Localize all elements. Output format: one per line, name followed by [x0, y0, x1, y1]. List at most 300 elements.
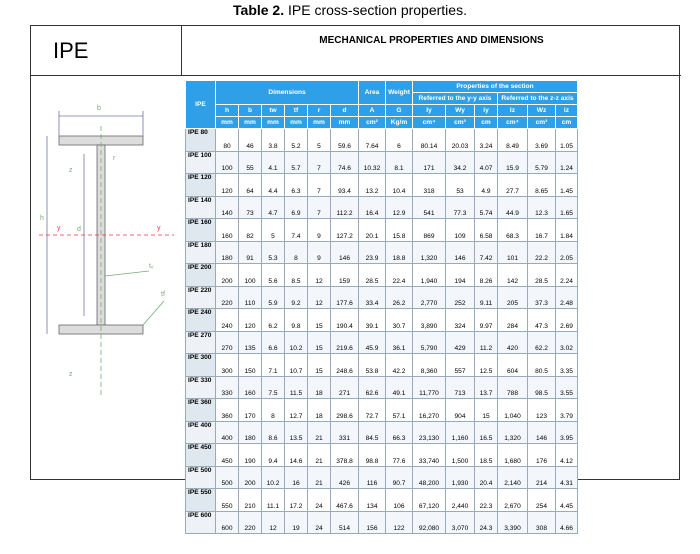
table-row — [186, 264, 578, 287]
table-cell: 1,930 — [446, 466, 475, 489]
table-cell: 6.58 — [475, 219, 498, 242]
table-row — [186, 151, 578, 174]
table-cell: 12.9 — [386, 196, 413, 219]
table-cell: 20.1 — [359, 219, 386, 242]
table-cell: 57.1 — [386, 399, 413, 422]
table-cell: 9 — [308, 219, 331, 242]
table-cell: 4.66 — [556, 511, 578, 534]
table-cell: 4.31 — [556, 466, 578, 489]
table-cell: 788 — [498, 376, 528, 399]
row-section-name: IPE 120 — [186, 174, 216, 197]
symbol-header: tw — [262, 105, 285, 117]
table-cell: 14.6 — [285, 444, 308, 467]
table-cell: 600 — [216, 511, 239, 534]
table-row — [186, 489, 578, 512]
table-cell: 3.95 — [556, 421, 578, 444]
table-cell: 1.65 — [556, 196, 578, 219]
table-row — [186, 241, 578, 264]
table-cell: 93.4 — [331, 174, 359, 197]
table-cell: 324 — [446, 309, 475, 332]
table-row — [186, 286, 578, 309]
table-cell: 24 — [308, 489, 331, 512]
symbol-header: A — [359, 105, 386, 117]
table-cell: 500 — [216, 466, 239, 489]
table-cell: 8 — [285, 241, 308, 264]
row-section-name: IPE 270 — [186, 331, 216, 354]
symbol-header: Iz — [498, 105, 528, 117]
table-cell: 6.9 — [285, 196, 308, 219]
table-cell: 4.9 — [475, 174, 498, 197]
table-cell: 67,120 — [413, 489, 446, 512]
table-cell: 284 — [498, 309, 528, 332]
table-cell: 171 — [413, 151, 446, 174]
table-cell: 557 — [446, 354, 475, 377]
table-cell: 9.8 — [285, 309, 308, 332]
table-cell: 2.48 — [556, 286, 578, 309]
table-cell: 122 — [386, 511, 413, 534]
table-cell: 66.3 — [386, 421, 413, 444]
row-section-name: IPE 240 — [186, 309, 216, 332]
table-cell: 123 — [528, 399, 556, 422]
diagram-label-h: h — [40, 215, 44, 222]
table-cell: 18.8 — [386, 241, 413, 264]
unit-header: cm⁴ — [498, 117, 528, 129]
table-cell: 4.45 — [556, 489, 578, 512]
table-cell: 8.1 — [386, 151, 413, 174]
table-cell: 112.2 — [331, 196, 359, 219]
table-cell: 12 — [262, 511, 285, 534]
symbol-header: Wy — [446, 105, 475, 117]
symbol-header: r — [308, 105, 331, 117]
table-cell: 5.74 — [475, 196, 498, 219]
table-cell: 37.3 — [528, 286, 556, 309]
table-caption — [0, 2, 700, 18]
table-cell: 5.7 — [285, 151, 308, 174]
table-cell: 8.5 — [285, 264, 308, 287]
table-cell: 91 — [239, 241, 262, 264]
diagram-label-tf: tf — [161, 291, 165, 298]
diagram-label-b: b — [97, 105, 101, 112]
table-cell: 308 — [528, 511, 556, 534]
row-section-name: IPE 330 — [186, 376, 216, 399]
table-cell: 6 — [386, 129, 413, 152]
table-cell: 713 — [446, 376, 475, 399]
table-cell: 150 — [239, 354, 262, 377]
symbol-header: Iy — [413, 105, 446, 117]
table-cell: 28.5 — [528, 264, 556, 287]
unit-header: cm⁴ — [413, 117, 446, 129]
table-cell: 42.2 — [386, 354, 413, 377]
table-cell: 6.2 — [262, 309, 285, 332]
table-cell: 90.7 — [386, 466, 413, 489]
table-row — [186, 421, 578, 444]
table-cell: 15 — [308, 309, 331, 332]
table-cell: 10.2 — [285, 331, 308, 354]
symbol-header: d — [331, 105, 359, 117]
ipe-big-label: IPE — [31, 26, 181, 76]
table-cell: 22.4 — [386, 264, 413, 287]
table-cell: 120 — [239, 309, 262, 332]
table-cell: 159 — [331, 264, 359, 287]
row-section-name: IPE 140 — [186, 196, 216, 219]
table-cell: 12.7 — [285, 399, 308, 422]
table-cell: 2.05 — [556, 241, 578, 264]
table-cell: 16 — [285, 466, 308, 489]
table-cell: 80.5 — [528, 354, 556, 377]
table-cell: 330 — [216, 376, 239, 399]
table-cell: 170 — [239, 399, 262, 422]
table-cell: 156 — [359, 511, 386, 534]
table-cell: 33.4 — [359, 286, 386, 309]
table-cell: 429 — [446, 331, 475, 354]
table-cell: 5 — [262, 219, 285, 242]
col-header-ipe: IPE — [186, 81, 216, 129]
table-cell: 77.6 — [386, 444, 413, 467]
table-cell: 98.8 — [359, 444, 386, 467]
table-cell: 68.3 — [498, 219, 528, 242]
table-cell: 84.5 — [359, 421, 386, 444]
table-row — [186, 174, 578, 197]
table-cell: 219.6 — [331, 331, 359, 354]
table-cell: 420 — [498, 331, 528, 354]
table-cell: 1,680 — [498, 444, 528, 467]
table-cell: 146 — [446, 241, 475, 264]
table-cell: 10.4 — [386, 174, 413, 197]
table-cell: 1,160 — [446, 421, 475, 444]
table-cell: 82 — [239, 219, 262, 242]
table-cell: 10.32 — [359, 151, 386, 174]
table-cell: 1,320 — [498, 421, 528, 444]
symbol-header: h — [216, 105, 239, 117]
table-cell: 62.6 — [359, 376, 386, 399]
table-cell: 12 — [308, 286, 331, 309]
table-cell: 2,670 — [498, 489, 528, 512]
table-cell: 127.2 — [331, 219, 359, 242]
table-cell: 7.42 — [475, 241, 498, 264]
table-cell: 248.6 — [331, 354, 359, 377]
table-cell: 53 — [446, 174, 475, 197]
table-cell: 160 — [216, 219, 239, 242]
table-cell: 8.6 — [262, 421, 285, 444]
table-cell: 13.7 — [475, 376, 498, 399]
symbol-header: Wz — [528, 105, 556, 117]
table-cell: 300 — [216, 354, 239, 377]
diagram-label-z-bottom: z — [69, 371, 73, 378]
row-section-name: IPE 160 — [186, 219, 216, 242]
ipe-properties-table — [185, 80, 578, 534]
table-cell: 9 — [308, 241, 331, 264]
table-cell: 6.6 — [262, 331, 285, 354]
table-cell: 7.1 — [262, 354, 285, 377]
table-cell: 45.9 — [359, 331, 386, 354]
table-cell: 2,140 — [498, 466, 528, 489]
table-cell: 160 — [239, 376, 262, 399]
table-cell: 7.5 — [262, 376, 285, 399]
table-cell: 1,500 — [446, 444, 475, 467]
table-cell: 190 — [239, 444, 262, 467]
table-cell: 5.2 — [285, 129, 308, 152]
symbol-header: iz — [556, 105, 578, 117]
table-cell: 3,390 — [498, 511, 528, 534]
table-cell: 271 — [331, 376, 359, 399]
table-cell: 214 — [528, 466, 556, 489]
table-cell: 135 — [239, 331, 262, 354]
table-cell: 200 — [239, 466, 262, 489]
table-row — [186, 129, 578, 152]
row-section-name: IPE 100 — [186, 151, 216, 174]
table-cell: 27.7 — [498, 174, 528, 197]
unit-header: Kg/m — [386, 117, 413, 129]
table-cell: 5.3 — [262, 241, 285, 264]
table-cell: 2.69 — [556, 309, 578, 332]
table-cell: 904 — [446, 399, 475, 422]
table-cell: 514 — [331, 511, 359, 534]
table-cell: 8.26 — [475, 264, 498, 287]
table-cell: 7.4 — [285, 219, 308, 242]
table-cell: 15 — [308, 354, 331, 377]
unit-header: mm — [331, 117, 359, 129]
unit-header-row — [186, 117, 578, 129]
symbol-header: tf — [285, 105, 308, 117]
table-cell: 47.3 — [528, 309, 556, 332]
table-cell: 177.6 — [331, 286, 359, 309]
table-cell: 20.4 — [475, 466, 498, 489]
table-row — [186, 466, 578, 489]
table-cell: 7.64 — [359, 129, 386, 152]
table-cell: 205 — [498, 286, 528, 309]
table-cell: 46 — [239, 129, 262, 152]
table-cell: 21 — [308, 444, 331, 467]
table-cell: 4.07 — [475, 151, 498, 174]
table-cell: 2,440 — [446, 489, 475, 512]
unit-header: mm — [262, 117, 285, 129]
table-row — [186, 331, 578, 354]
table-cell: 22.2 — [528, 241, 556, 264]
table-cell: 12 — [308, 264, 331, 287]
row-section-name: IPE 400 — [186, 421, 216, 444]
unit-header: cm² — [359, 117, 386, 129]
table-cell: 220 — [239, 511, 262, 534]
table-cell: 33,740 — [413, 444, 446, 467]
table-cell: 3.55 — [556, 376, 578, 399]
table-cell: 12.3 — [528, 196, 556, 219]
unit-header: cm — [556, 117, 578, 129]
table-cell: 4.12 — [556, 444, 578, 467]
table-cell: 110 — [239, 286, 262, 309]
table-cell: 5,790 — [413, 331, 446, 354]
symbol-header: G — [386, 105, 413, 117]
table-cell: 360 — [216, 399, 239, 422]
table-cell: 23,130 — [413, 421, 446, 444]
group-header-zz: Referred to the z-z axis — [498, 93, 578, 105]
table-cell: 36.1 — [386, 331, 413, 354]
table-cell: 7 — [308, 196, 331, 219]
table-row — [186, 196, 578, 219]
row-section-name: IPE 500 — [186, 466, 216, 489]
table-cell: 5.9 — [262, 286, 285, 309]
table-cell: 109 — [446, 219, 475, 242]
table-cell: 550 — [216, 489, 239, 512]
row-section-name: IPE 180 — [186, 241, 216, 264]
table-cell: 1.45 — [556, 174, 578, 197]
diagram-label-r: r — [113, 155, 116, 162]
row-section-name: IPE 80 — [186, 129, 216, 152]
table-cell: 146 — [331, 241, 359, 264]
table-cell: 4.7 — [262, 196, 285, 219]
table-cell: 116 — [359, 466, 386, 489]
unit-header: cm³ — [446, 117, 475, 129]
table-cell: 541 — [413, 196, 446, 219]
table-cell: 270 — [216, 331, 239, 354]
table-row — [186, 219, 578, 242]
table-row — [186, 399, 578, 422]
table-cell: 44.9 — [498, 196, 528, 219]
table-cell: 2,770 — [413, 286, 446, 309]
table-cell: 11,770 — [413, 376, 446, 399]
table-cell: 1.24 — [556, 151, 578, 174]
table-cell: 19 — [285, 511, 308, 534]
table-cell: 140 — [216, 196, 239, 219]
table-cell: 15 — [308, 331, 331, 354]
group-header-yy: Referred to the y-y axis — [413, 93, 498, 105]
table-cell: 18 — [308, 376, 331, 399]
table-cell: 3.79 — [556, 399, 578, 422]
table-cell: 190.4 — [331, 309, 359, 332]
symbol-header-row — [186, 105, 578, 117]
table-cell: 24 — [308, 511, 331, 534]
table-cell: 5.79 — [528, 151, 556, 174]
table-cell: 4.1 — [262, 151, 285, 174]
table-row — [186, 309, 578, 332]
table-cell: 331 — [331, 421, 359, 444]
table-cell: 869 — [413, 219, 446, 242]
table-cell: 48,200 — [413, 466, 446, 489]
table-cell: 142 — [498, 264, 528, 287]
table-cell: 16.7 — [528, 219, 556, 242]
table-cell: 7 — [308, 174, 331, 197]
table-cell: 1.05 — [556, 129, 578, 152]
table-cell: 11.2 — [475, 331, 498, 354]
diagram-label-z-top: z — [69, 167, 73, 174]
table-cell: 180 — [239, 421, 262, 444]
table-cell: 6.3 — [285, 174, 308, 197]
table-cell: 8,360 — [413, 354, 446, 377]
table-cell: 240 — [216, 309, 239, 332]
table-cell: 3.02 — [556, 331, 578, 354]
table-cell: 28.5 — [359, 264, 386, 287]
table-cell: 2.24 — [556, 264, 578, 287]
table-cell: 1,040 — [498, 399, 528, 422]
table-cell: 210 — [239, 489, 262, 512]
table-cell: 11.1 — [262, 489, 285, 512]
i-beam-cross-section-diagram — [39, 96, 179, 426]
unit-header: cm³ — [528, 117, 556, 129]
table-cell: 21 — [308, 421, 331, 444]
table-cell: 13.2 — [359, 174, 386, 197]
table-cell: 200 — [216, 264, 239, 287]
table-cell: 7 — [308, 151, 331, 174]
table-cell: 5.6 — [262, 264, 285, 287]
table-cell: 101 — [498, 241, 528, 264]
table-cell: 16.4 — [359, 196, 386, 219]
table-cell: 13.5 — [285, 421, 308, 444]
table-cell: 21 — [308, 466, 331, 489]
table-cell: 23.9 — [359, 241, 386, 264]
table-cell: 24.3 — [475, 511, 498, 534]
table-cell: 100 — [216, 151, 239, 174]
table-cell: 72.7 — [359, 399, 386, 422]
unit-header: mm — [285, 117, 308, 129]
table-cell: 9.97 — [475, 309, 498, 332]
table-cell: 26.2 — [386, 286, 413, 309]
group-header-section: Properties of the section — [413, 81, 578, 93]
table-cell: 3.8 — [262, 129, 285, 152]
row-section-name: IPE 550 — [186, 489, 216, 512]
table-cell: 64 — [239, 174, 262, 197]
diagram-label-y-right: y — [157, 225, 161, 232]
table-cell: 318 — [413, 174, 446, 197]
table-cell: 10.2 — [262, 466, 285, 489]
table-cell: 1,940 — [413, 264, 446, 287]
table-cell: 53.8 — [359, 354, 386, 377]
unit-header: mm — [216, 117, 239, 129]
table-cell: 55 — [239, 151, 262, 174]
table-cell: 3,070 — [446, 511, 475, 534]
row-section-name: IPE 450 — [186, 444, 216, 467]
table-cell: 11.5 — [285, 376, 308, 399]
caption-text: IPE cross-section properties. — [288, 2, 467, 18]
table-cell: 3.35 — [556, 354, 578, 377]
group-header-weight: Weight — [386, 81, 413, 105]
table-cell: 254 — [528, 489, 556, 512]
table-cell: 80 — [216, 129, 239, 152]
group-header-area: Area — [359, 81, 386, 105]
row-section-name: IPE 600 — [186, 511, 216, 534]
table-cell: 16.5 — [475, 421, 498, 444]
table-cell: 8 — [262, 399, 285, 422]
diagram-label-d: d — [77, 226, 81, 233]
caption-label: Table 2. — [233, 2, 285, 18]
table-cell: 604 — [498, 354, 528, 377]
table-cell: 30.7 — [386, 309, 413, 332]
sheet-title: MECHANICAL PROPERTIES AND DIMENSIONS — [181, 26, 681, 76]
table-cell: 8.49 — [498, 129, 528, 152]
table-cell: 49.1 — [386, 376, 413, 399]
table-cell: 18 — [308, 399, 331, 422]
table-cell: 146 — [528, 421, 556, 444]
table-cell: 106 — [386, 489, 413, 512]
table-cell: 73 — [239, 196, 262, 219]
table-cell: 15 — [475, 399, 498, 422]
table-cell: 120 — [216, 174, 239, 197]
table-cell: 9.2 — [285, 286, 308, 309]
table-cell: 3.24 — [475, 129, 498, 152]
table-cell: 15.8 — [386, 219, 413, 242]
row-section-name: IPE 220 — [186, 286, 216, 309]
table-row — [186, 444, 578, 467]
table-cell: 92,080 — [413, 511, 446, 534]
table-cell: 378.8 — [331, 444, 359, 467]
table-cell: 16,270 — [413, 399, 446, 422]
table-cell: 20.03 — [446, 129, 475, 152]
table-cell: 1.84 — [556, 219, 578, 242]
unit-header: cm — [475, 117, 498, 129]
table-cell: 98.5 — [528, 376, 556, 399]
table-cell: 9.4 — [262, 444, 285, 467]
row-section-name: IPE 360 — [186, 399, 216, 422]
table-cell: 34.2 — [446, 151, 475, 174]
diagram-label-y-left: y — [57, 225, 61, 232]
